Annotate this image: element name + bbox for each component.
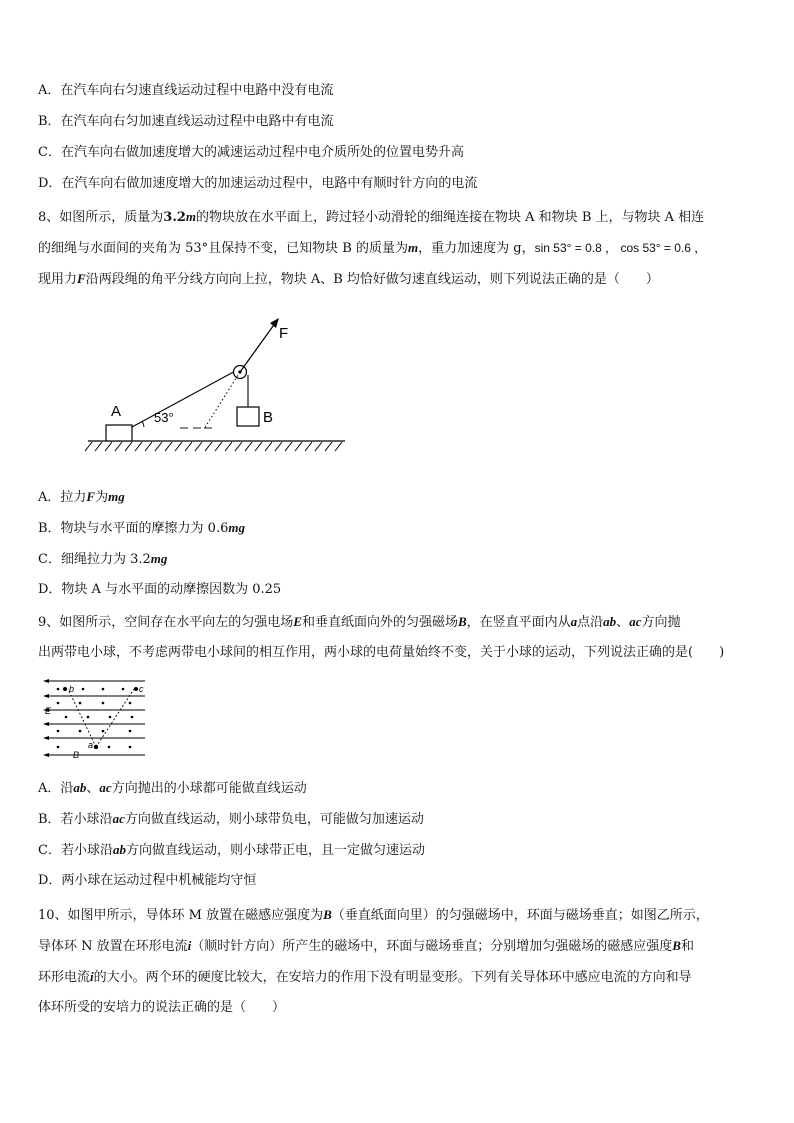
q9-option-c: C．若小球沿ab方向做直线运动，则小球带正电，且一定做匀速运动 — [38, 842, 425, 858]
label-a: A — [111, 403, 122, 420]
q8-stem-line2: 的细绳与水面间的夹角为 53°且保持不变，已知物块 B 的质量为m，重力加速度为 g，sin 53° = 0.8 ， cos 53° = 0.6 ， — [38, 240, 707, 256]
q7-option-a: A．在汽车向右匀速直线运动过程中电路中没有电流 — [38, 83, 334, 98]
point-a — [94, 745, 98, 749]
rope-a — [132, 369, 239, 427]
q9-option-a: A．沿ab、ac方向抛出的小球都可能做直线运动 — [38, 780, 307, 796]
q10-stem-line4: 体环所受的安培力的说法正确的是（ ） — [38, 1000, 286, 1015]
q7-option-b: B．在汽车向右匀加速直线运动过程中电路中有电流 — [38, 114, 334, 129]
q8-stem-line1: 8、如图所示，质量为3.2m的物块放在水平面上，跨过轻小动滑轮的细绳连接在物块 A 和物块 B 上，与物块 A 相连 — [38, 209, 705, 225]
angle-arc — [142, 421, 144, 427]
label-e: E — [45, 706, 52, 716]
q9-stem-line1: 9、如图所示，空间存在水平向左的匀强电场E和垂直纸面向外的匀强磁场B，在竖直平面内从a点沿ab、ac方向抛 — [38, 614, 681, 630]
q10-stem-line3: 环形电流i的大小。两个环的硬度比较大，在安培力的作用下没有明显变形。下列有关导体环中感应电流的方向和导 — [38, 969, 692, 985]
block-b — [237, 407, 259, 426]
q8-option-d: D．物块 A 与水平面的动摩擦因数为 0.25 — [38, 582, 282, 597]
q7-option-c: C．在汽车向右做加速度增大的减速运动过程中电介质所处的位置电势升高 — [38, 145, 464, 160]
q8-stem-line3: 现用力F沿两段绳的角平分线方向向上拉，物块 A、B 均恰好做匀速直线运动，则下列说法正确的是（ ） — [38, 271, 659, 287]
point-c — [134, 687, 138, 691]
label-b: B — [263, 409, 274, 426]
q9-option-d: D．两小球在运动过程中机械能均守恒 — [38, 873, 257, 888]
block-a — [106, 425, 132, 441]
label-b: b — [69, 684, 75, 694]
q9-figure — [40, 676, 150, 766]
q10-stem-line2: 导体环 N 放置在环形电流i（顺时针方向）所产生的磁场中，环面与磁场垂直；分别增加匀强磁场的磁感应强度B和 — [38, 938, 694, 954]
q8-option-b: B．物块与水平面的摩擦力为 0.6mg — [38, 520, 245, 536]
q7-option-d: D．在汽车向右做加速度增大的加速运动过程中，电路中有顺时针方向的电流 — [38, 176, 478, 191]
point-b — [63, 687, 67, 691]
force-arrow — [240, 322, 276, 372]
q8-option-c: C．细绳拉力为 3.2mg — [38, 551, 168, 567]
label-c: c — [139, 684, 144, 694]
angle-label: 53° — [154, 410, 174, 425]
label-a: a — [88, 740, 94, 750]
label-bfield: B — [73, 750, 80, 760]
q9-option-b: B．若小球沿ac方向做直线运动，则小球带负电，可能做匀加速运动 — [38, 811, 424, 827]
q9-stem-line2: 出两带电小球，不考虑两带电小球间的相互作用，两小球的电荷量始终不变，关于小球的运动，下列说法正确的是( ) — [38, 645, 725, 660]
q8-option-a: A．拉力F为mg — [38, 489, 125, 505]
q10-stem-line1: 10、如图甲所示，导体环 M 放置在磁感应强度为B（垂直纸面向里）的匀强磁场中，环面与磁场垂直；如图乙所示， — [38, 907, 709, 923]
label-f: F — [279, 325, 289, 342]
q8-figure — [80, 310, 360, 460]
bisector-dotted — [204, 372, 240, 429]
